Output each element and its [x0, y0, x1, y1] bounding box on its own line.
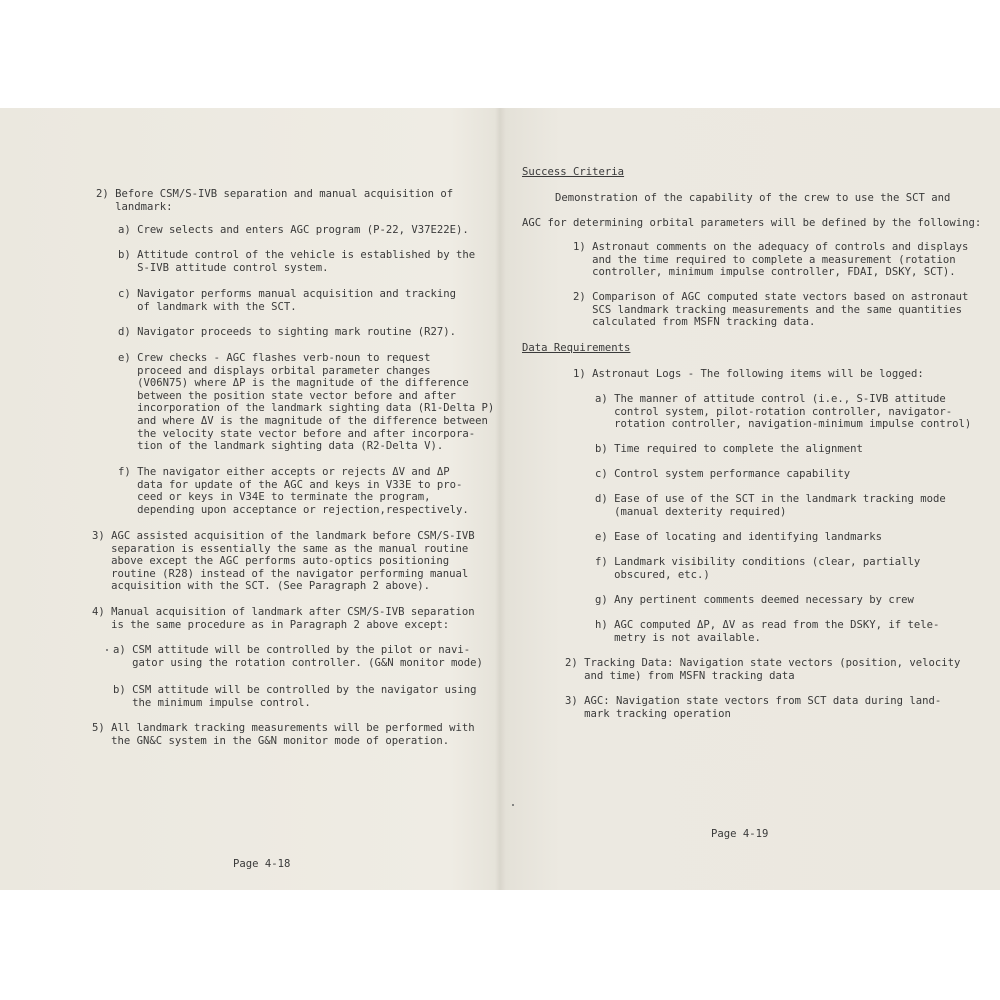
open-booklet-spread	[0, 108, 1000, 890]
stray-mark	[106, 649, 108, 651]
success-criteria-heading: Success Criteria	[522, 166, 625, 178]
data-item-1f: f) Landmark visibility conditions (clear, partially obscured, etc.)	[595, 556, 921, 581]
success-intro-line-2: AGC for determining orbital parameters will be defined by the following:	[522, 217, 982, 229]
left-item-2e: e) Crew checks - AGC flashes verb-noun to request proceed and displays orbital parameter changes (V06N75) where ΔP is the magnitude of the difference between the position state vector before and after incorporation of the landmark sighting data (R1-Delta P) and where ΔV is the magnitude of the difference between the velocity state vector before and after incorpora- tion of the landmark sighting data (R2-Delta V).	[118, 352, 495, 453]
right-page	[503, 108, 1000, 890]
data-item-1d: d) Ease of use of the SCT in the landmark tracking mode (manual dexterity required)	[595, 493, 946, 518]
left-item-2c: c) Navigator performs manual acquisition and tracking of landmark with the SCT.	[118, 288, 457, 313]
left-item-2b: b) Attitude control of the vehicle is established by the S-IVB attitude control system.	[118, 249, 476, 274]
data-item-1: 1) Astronaut Logs - The following items will be logged:	[573, 368, 924, 380]
left-item-2d: d) Navigator proceeds to sighting mark routine (R27).	[118, 326, 457, 338]
left-item-2f: f) The navigator either accepts or rejects ΔV and ΔP data for update of the AGC and keys in V33E to pro- ceed or keys in V34E to terminate the program, depending upon acceptance or rejection,respectively.	[118, 466, 469, 516]
right-page-number: Page 4-19	[711, 828, 769, 840]
left-item-4a: a) CSM attitude will be controlled by the pilot or navi- gator using the rotation controller. (G&N monitor mode)	[113, 644, 483, 669]
left-item-5: 5) All landmark tracking measurements will be performed with the GN&C system in the G&N monitor mode of operation.	[92, 722, 475, 747]
data-item-1g: g) Any pertinent comments deemed necessary by crew	[595, 594, 914, 606]
data-item-1a: a) The manner of attitude control (i.e., S-IVB attitude control system, pilot-rotation controller, navigator- rotation controller, navigation-minimum impulse control)	[595, 393, 972, 431]
stray-mark	[512, 804, 514, 806]
success-intro-line-1: Demonstration of the capability of the crew to use the SCT and	[555, 192, 951, 204]
left-page-number: Page 4-18	[233, 858, 291, 870]
data-item-2: 2) Tracking Data: Navigation state vectors (position, velocity and time) from MSFN tracking data	[565, 657, 961, 682]
data-item-1h: h) AGC computed ΔP, ΔV as read from the DSKY, if tele- metry is not available.	[595, 619, 940, 644]
left-item-4b: b) CSM attitude will be controlled by the navigator using the minimum impulse control.	[113, 684, 477, 709]
success-item-2: 2) Comparison of AGC computed state vectors based on astronaut SCS landmark tracking measurements and the same quantities calculated from MSFN tracking data.	[573, 291, 969, 329]
data-requirements-heading: Data Requirements	[522, 342, 631, 354]
data-item-1b: b) Time required to complete the alignment	[595, 443, 863, 455]
left-item-2: 2) Before CSM/S-IVB separation and manual acquisition of landmark:	[96, 188, 454, 213]
data-item-1c: c) Control system performance capability	[595, 468, 851, 480]
left-page	[0, 108, 497, 890]
left-item-4: 4) Manual acquisition of landmark after CSM/S-IVB separation is the same procedure as in Paragraph 2 above except:	[92, 606, 475, 631]
left-item-3: 3) AGC assisted acquisition of the landmark before CSM/S-IVB separation is essentially the same as the manual routine above except the AGC performs auto-optics positioning routine (R28) instead of the navigator performing manual acquisition with the SCT. (See Paragraph 2 above).	[92, 530, 475, 593]
data-item-3: 3) AGC: Navigation state vectors from SCT data during land- mark tracking operation	[565, 695, 942, 720]
left-item-2a: a) Crew selects and enters AGC program (P-22, V37E22E).	[118, 224, 469, 236]
success-item-1: 1) Astronaut comments on the adequacy of controls and displays and the time required to complete a measurement (rotation controller, minimum impulse controller, FDAI, DSKY, SCT).	[573, 241, 969, 279]
data-item-1e: e) Ease of locating and identifying landmarks	[595, 531, 883, 543]
